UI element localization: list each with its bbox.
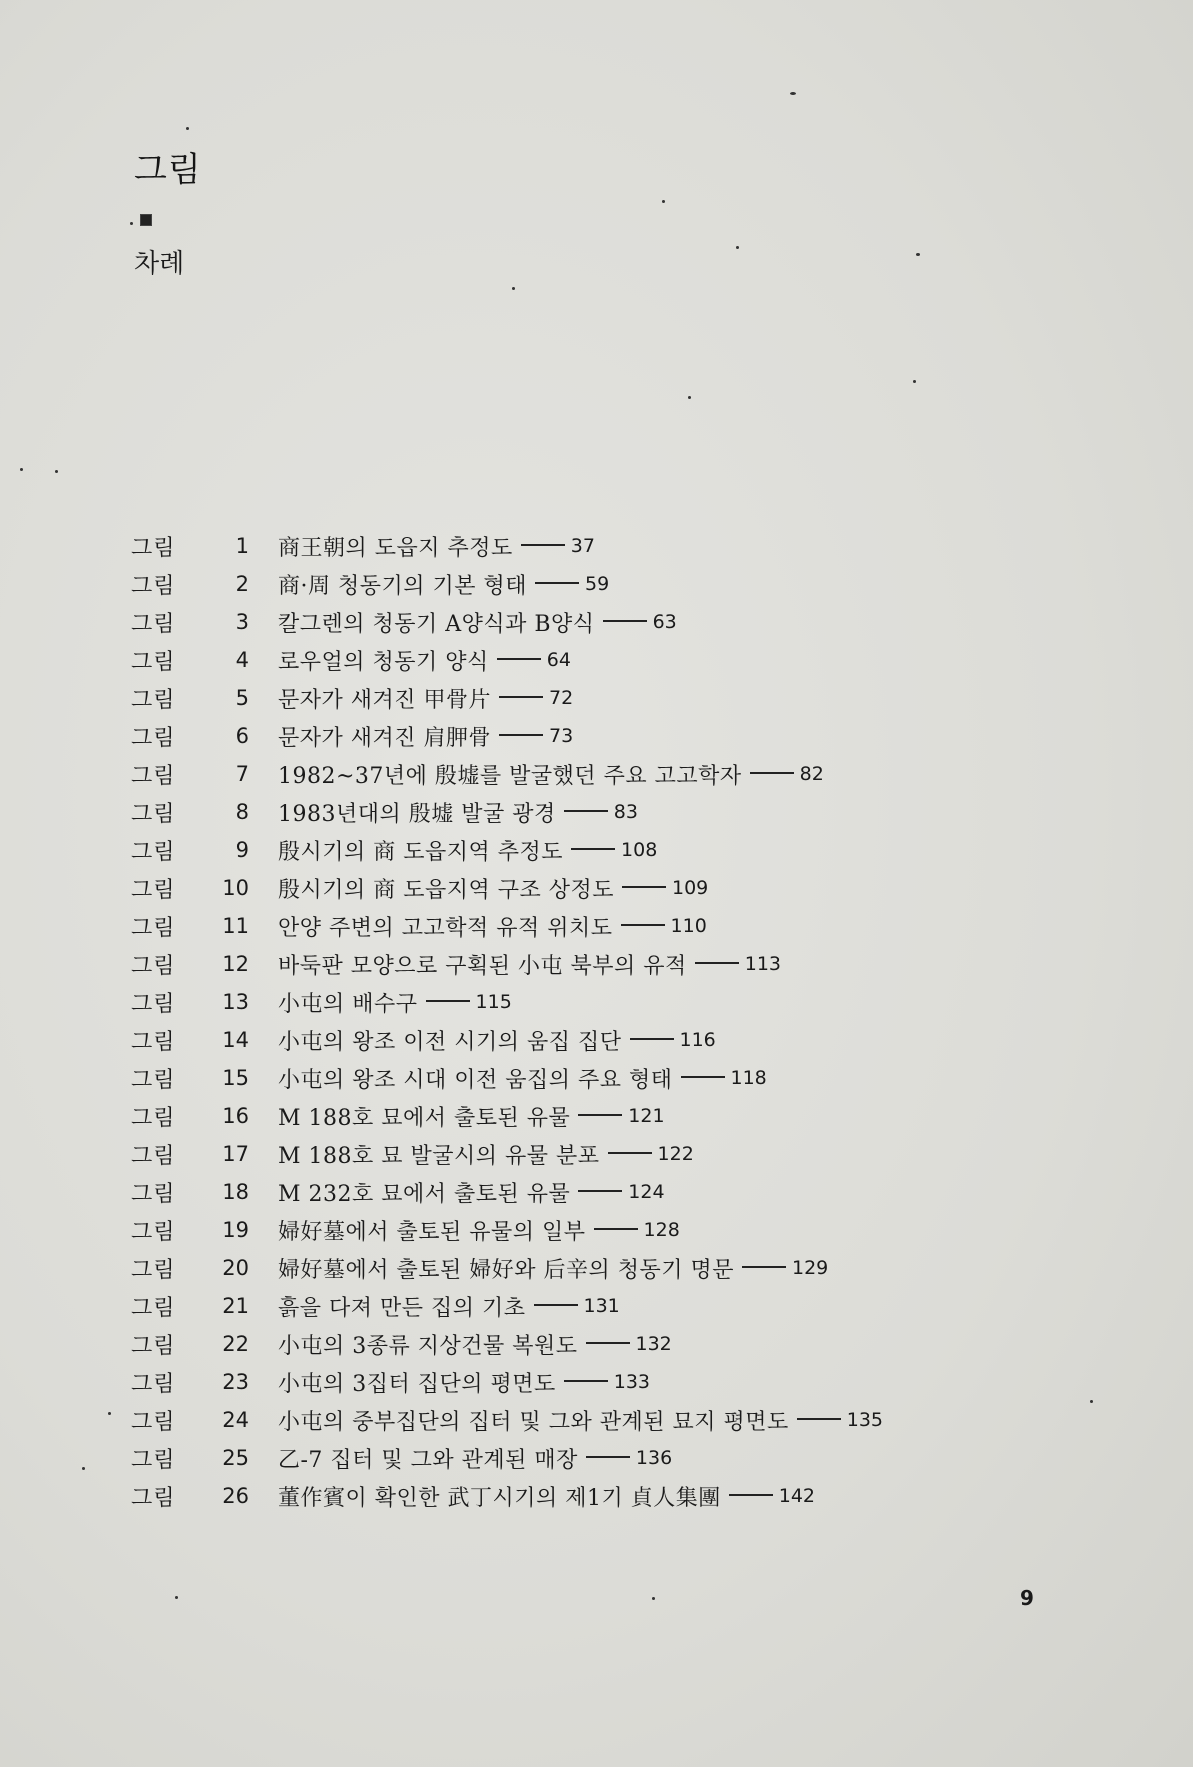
figure-number: 14 — [222, 1028, 249, 1052]
leader-dash — [499, 696, 543, 698]
figure-caption: M 188호 묘 발굴시의 유물 분포 — [278, 1143, 600, 1169]
figure-page-ref: 37 — [570, 535, 595, 557]
figure-page-ref: 128 — [643, 1219, 680, 1241]
figure-caption: 흙을 다져 만든 집의 기초 — [278, 1295, 526, 1321]
figure-page-ref: 135 — [846, 1409, 884, 1431]
section-subtitle: 차례 — [134, 249, 185, 279]
figure-list-item — [131, 1477, 1131, 1515]
leader-dash — [695, 962, 739, 964]
figure-page-ref: 122 — [657, 1143, 694, 1165]
page-number: 9 — [1020, 1586, 1034, 1610]
figure-number: 2 — [235, 572, 249, 596]
figure-caption: M 188호 묘에서 출토된 유물 — [278, 1105, 571, 1131]
figure-caption: 1982~37년에 殷墟를 발굴했던 주요 고고학자 — [278, 763, 742, 789]
figure-caption: 殷시기의 商 도읍지역 구조 상정도 — [278, 877, 614, 903]
leader-dash — [608, 1152, 652, 1154]
section-title: 그림 — [134, 150, 202, 190]
figure-list-item — [131, 945, 1131, 983]
figure-number: 15 — [222, 1066, 249, 1090]
figure-number: 22 — [222, 1332, 249, 1356]
figure-label: 그림 — [131, 1105, 176, 1131]
figure-caption: 문자가 새겨진 甲骨片 — [278, 687, 491, 713]
figure-label: 그림 — [131, 915, 176, 941]
figure-list-item — [131, 1021, 1131, 1059]
figure-list-item — [131, 1401, 1131, 1439]
figure-list-item — [131, 793, 1131, 831]
leader-dash — [797, 1418, 841, 1420]
figure-list-item — [131, 1135, 1131, 1173]
figure-caption: 小屯의 3집터 집단의 평면도 — [278, 1371, 556, 1397]
figure-caption: 小屯의 중부집단의 집터 및 그와 관계된 묘지 평면도 — [278, 1409, 789, 1435]
figure-page-ref: 124 — [628, 1181, 665, 1203]
figure-page-ref: 133 — [613, 1371, 651, 1393]
print-speck — [736, 246, 739, 249]
figure-caption: 小屯의 왕조 이전 시기의 움집 집단 — [278, 1029, 622, 1055]
figure-label: 그림 — [131, 839, 176, 865]
figure-caption: 殷시기의 商 도읍지역 추정도 — [278, 839, 564, 865]
leader-dash — [681, 1076, 725, 1078]
figure-page-ref: 121 — [628, 1105, 665, 1127]
figure-page-ref: 131 — [583, 1295, 620, 1317]
figure-list-item — [131, 907, 1131, 945]
figure-caption: 乙-7 집터 및 그와 관계된 매장 — [278, 1447, 578, 1473]
figure-number: 19 — [222, 1218, 249, 1242]
figure-list-item — [131, 755, 1131, 793]
figure-label: 그림 — [131, 1447, 176, 1473]
figure-number: 21 — [222, 1294, 249, 1318]
print-speck — [512, 287, 515, 290]
figure-list-item — [131, 565, 1131, 603]
figure-number: 4 — [235, 648, 249, 672]
leader-dash — [594, 1228, 638, 1230]
figure-number: 24 — [222, 1408, 249, 1432]
figure-page-ref: 108 — [621, 839, 658, 861]
figure-label: 그림 — [131, 535, 176, 561]
figure-page-ref: 59 — [585, 573, 610, 595]
figure-number: 3 — [235, 610, 249, 634]
figure-list-item — [131, 1173, 1131, 1211]
figure-list-item — [131, 1287, 1131, 1325]
figure-list-item — [131, 831, 1131, 869]
figure-number: 11 — [222, 914, 249, 938]
figure-list-item — [131, 1325, 1131, 1363]
figure-caption: 董作賓이 확인한 武丁시기의 제1기 貞人集團 — [278, 1485, 721, 1511]
figure-list-item — [131, 1363, 1131, 1401]
figure-caption: 小屯의 배수구 — [278, 991, 418, 1017]
leader-dash — [586, 1456, 630, 1458]
figure-label: 그림 — [131, 1371, 176, 1397]
figure-page-ref: 118 — [730, 1067, 767, 1089]
print-speck — [82, 1467, 85, 1470]
figure-list-item — [131, 1249, 1131, 1287]
figure-caption: 안양 주변의 고고학적 유적 위치도 — [278, 915, 613, 941]
figure-caption: 小屯의 왕조 시대 이전 움집의 주요 형태 — [278, 1067, 673, 1093]
figure-number: 13 — [222, 990, 249, 1014]
figure-page-ref: 142 — [778, 1485, 816, 1507]
print-speck — [20, 468, 23, 471]
leader-dash — [621, 924, 665, 926]
print-speck — [55, 470, 58, 473]
figure-caption: 商·周 청동기의 기본 형태 — [278, 573, 527, 599]
figure-label: 그림 — [131, 649, 176, 675]
figure-number: 25 — [222, 1446, 249, 1470]
figure-label: 그림 — [131, 877, 176, 903]
leader-dash — [535, 582, 579, 584]
leader-dash — [426, 1000, 470, 1002]
figure-label: 그림 — [131, 725, 176, 751]
figure-page-ref: 129 — [792, 1257, 829, 1279]
figure-page-ref: 109 — [672, 877, 709, 899]
figure-label: 그림 — [131, 801, 176, 827]
figure-caption: 칼그렌의 청동기 A양식과 B양식 — [278, 611, 595, 637]
leader-dash — [497, 658, 541, 660]
figure-page-ref: 82 — [799, 763, 824, 785]
figure-list-item — [131, 869, 1131, 907]
figure-caption: M 232호 묘에서 출토된 유물 — [278, 1181, 571, 1207]
figure-page-ref: 136 — [635, 1447, 673, 1469]
figure-number: 17 — [222, 1142, 249, 1166]
print-speck — [652, 1597, 655, 1600]
figure-page-ref: 132 — [635, 1333, 672, 1355]
print-speck — [913, 380, 916, 383]
figure-label: 그림 — [131, 1181, 176, 1207]
figure-caption: 婦好墓에서 출토된 유물의 일부 — [278, 1219, 586, 1245]
print-speck — [186, 127, 189, 130]
figure-number: 9 — [235, 838, 249, 862]
figure-label: 그림 — [131, 1333, 176, 1359]
leader-dash — [521, 544, 565, 546]
figure-label: 그림 — [131, 1295, 176, 1321]
figure-list-item — [131, 1439, 1131, 1477]
figure-label: 그림 — [131, 611, 176, 637]
figure-number: 23 — [222, 1370, 249, 1394]
leader-dash — [603, 620, 647, 622]
leader-dash — [534, 1304, 578, 1306]
figure-list-item — [131, 527, 1131, 565]
leader-dash — [571, 848, 615, 850]
figure-page-ref: 113 — [744, 953, 782, 975]
bullet-dot — [130, 222, 133, 225]
figure-label: 그림 — [131, 1219, 176, 1245]
print-speck — [916, 253, 920, 256]
figure-caption: 로우얼의 청동기 양식 — [278, 649, 489, 675]
figure-caption: 婦好墓에서 출토된 婦好와 后辛의 청동기 명문 — [278, 1257, 734, 1283]
figure-number: 7 — [235, 762, 249, 786]
figure-caption: 문자가 새겨진 肩胛骨 — [278, 725, 491, 751]
figure-label: 그림 — [131, 991, 176, 1017]
square-bullet-icon — [140, 214, 152, 226]
figure-page-ref: 73 — [549, 725, 574, 747]
figure-caption: 바둑판 모양으로 구획된 小屯 북부의 유적 — [278, 953, 687, 979]
print-speck — [662, 200, 665, 203]
figure-caption: 商王朝의 도읍지 추정도 — [278, 535, 513, 561]
figure-number: 5 — [235, 686, 249, 710]
leader-dash — [499, 734, 543, 736]
figure-list-item — [131, 679, 1131, 717]
print-speck — [175, 1596, 178, 1599]
figure-number: 26 — [222, 1484, 249, 1508]
figure-list-item — [131, 983, 1131, 1021]
leader-dash — [622, 886, 666, 888]
leader-dash — [564, 1380, 608, 1382]
figure-page-ref: 63 — [652, 611, 677, 633]
figure-number: 16 — [222, 1104, 249, 1128]
print-speck — [790, 92, 796, 95]
figure-number: 20 — [222, 1256, 249, 1280]
leader-dash — [578, 1190, 622, 1192]
figure-list-item — [131, 603, 1131, 641]
figure-list-item — [131, 1211, 1131, 1249]
figure-label: 그림 — [131, 1485, 176, 1511]
figure-list-item — [131, 717, 1131, 755]
leader-dash — [729, 1494, 773, 1496]
figure-caption: 小屯의 3종류 지상건물 복원도 — [278, 1333, 578, 1359]
figure-page-ref: 72 — [549, 687, 574, 709]
figure-list-item — [131, 1097, 1131, 1135]
leader-dash — [742, 1266, 786, 1268]
leader-dash — [750, 772, 794, 774]
figure-caption: 1983년대의 殷墟 발굴 광경 — [278, 801, 556, 827]
figure-number: 12 — [222, 952, 249, 976]
figure-label: 그림 — [131, 687, 176, 713]
figure-number: 10 — [222, 876, 249, 900]
section-header — [134, 150, 202, 279]
print-speck — [108, 1412, 111, 1415]
figure-label: 그림 — [131, 1257, 176, 1283]
leader-dash — [586, 1342, 630, 1344]
figure-page-ref: 115 — [475, 991, 512, 1013]
figure-number: 8 — [235, 800, 249, 824]
figure-number: 6 — [235, 724, 249, 748]
figure-list — [131, 527, 1131, 1515]
figure-label: 그림 — [131, 573, 176, 599]
leader-dash — [578, 1114, 622, 1116]
figure-number: 1 — [235, 534, 249, 558]
leader-dash — [630, 1038, 674, 1040]
figure-label: 그림 — [131, 763, 176, 789]
figure-page-ref: 64 — [546, 649, 571, 671]
figure-label: 그림 — [131, 1409, 176, 1435]
print-speck — [688, 396, 691, 399]
figure-label: 그림 — [131, 1143, 176, 1169]
leader-dash — [564, 810, 608, 812]
figure-list-item — [131, 1059, 1131, 1097]
figure-number: 18 — [222, 1180, 249, 1204]
figure-label: 그림 — [131, 1067, 176, 1093]
figure-label: 그림 — [131, 1029, 176, 1055]
figure-list-item — [131, 641, 1131, 679]
figure-page-ref: 110 — [670, 915, 707, 937]
figure-page-ref: 83 — [613, 801, 638, 823]
figure-label: 그림 — [131, 953, 176, 979]
figure-page-ref: 116 — [679, 1029, 716, 1051]
